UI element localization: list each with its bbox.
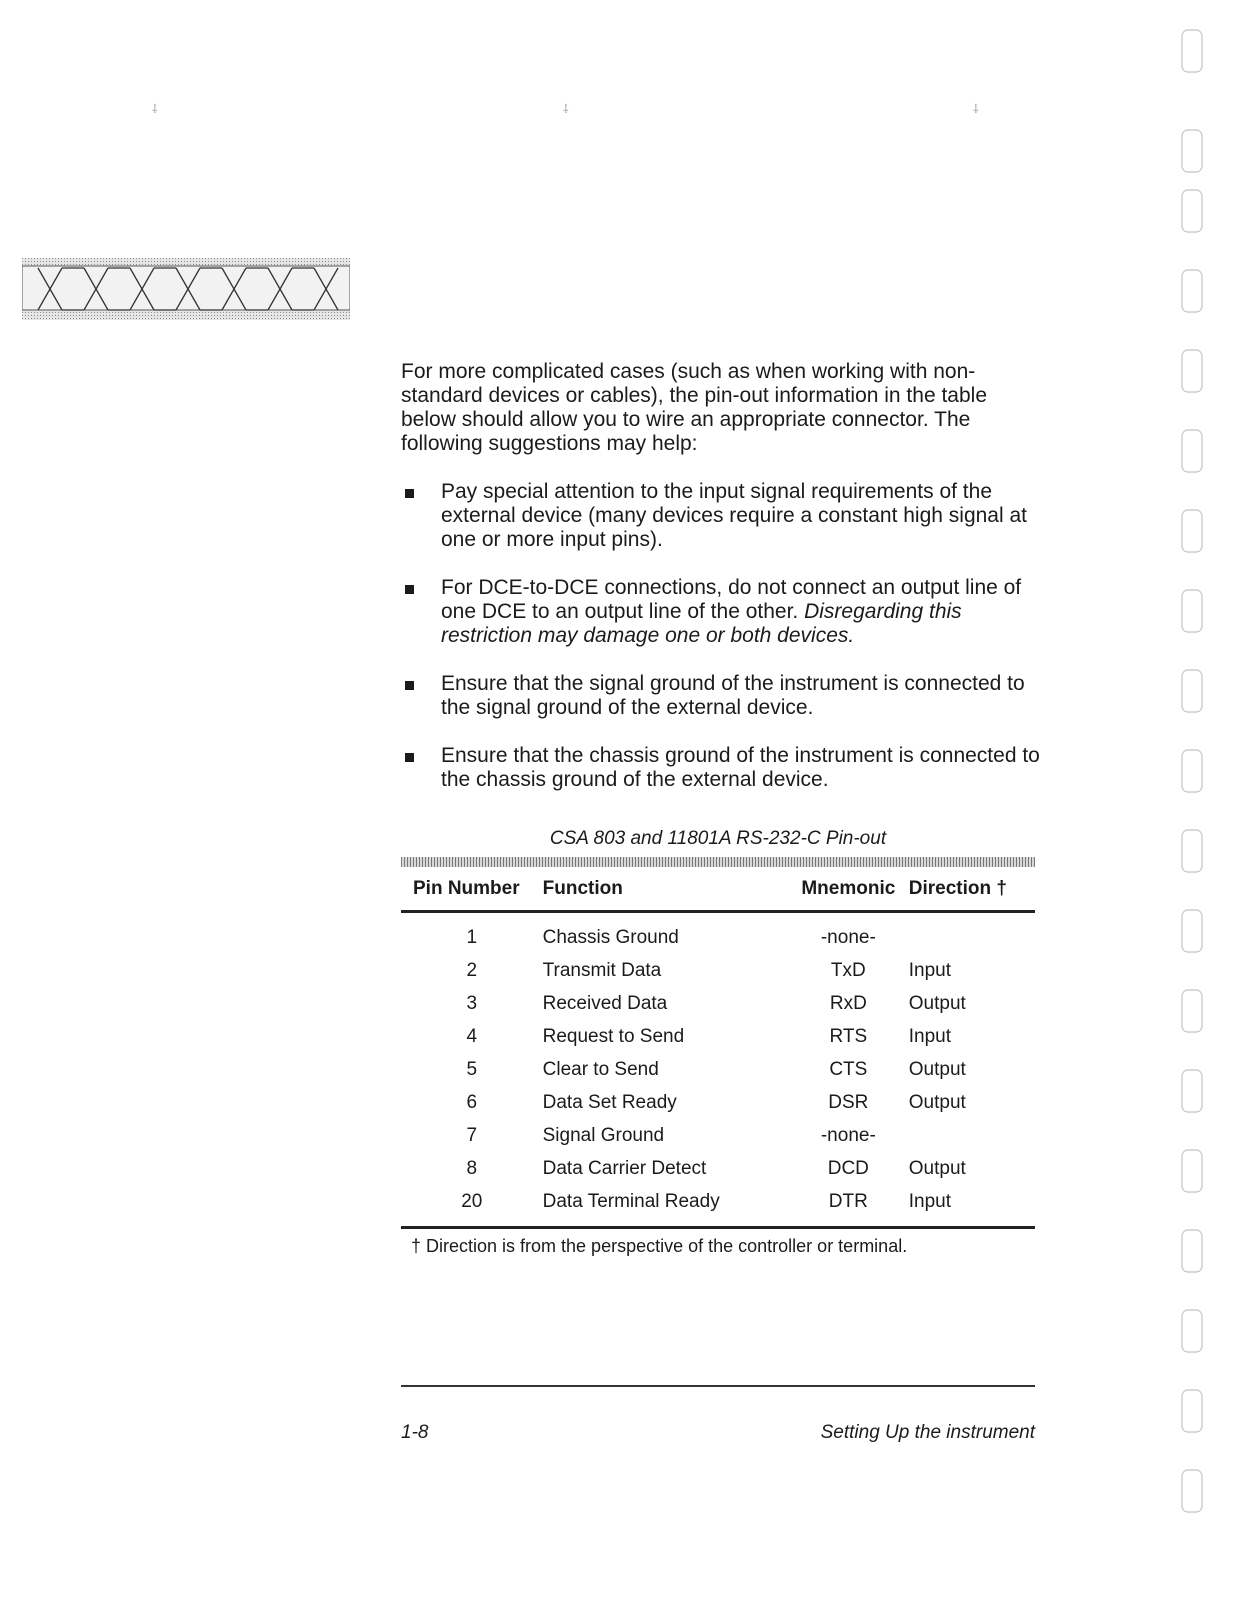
bullet-square-icon [405, 753, 414, 762]
cell-pin: 3 [466, 992, 478, 1014]
bullet-square-icon [405, 585, 414, 594]
cell-mnemonic: DSR [828, 1091, 869, 1113]
header-pin-number: Pin Number [401, 872, 543, 912]
cell-direction: Input [908, 959, 952, 981]
table-row [401, 1020, 1035, 1053]
cell-pin: 8 [466, 1157, 478, 1179]
cell-pin: 2 [466, 959, 478, 981]
table-row [401, 1086, 1035, 1119]
pinout-table [401, 872, 1035, 1229]
table-row [401, 912, 1035, 955]
list-item-text: Ensure that the signal ground of the instrument is connected to the signal ground of the external device. [441, 672, 1025, 719]
cell-mnemonic: CTS [829, 1058, 868, 1080]
cell-direction: Input [908, 1025, 952, 1047]
cell-pin: 1 [466, 926, 478, 948]
header-mnemonic: Mnemonic [788, 872, 909, 912]
cell-mnemonic: -none- [820, 1124, 876, 1146]
list-item-text: Ensure that the chassis ground of the instrument is connected to the chassis ground of the external device. [441, 744, 1040, 791]
list-item-text: For DCE-to-DCE connections, do not connect an output line of one DCE to an output line of the other. [441, 576, 1022, 623]
bullet-square-icon [405, 681, 414, 690]
cell-function: Request to Send [542, 1025, 685, 1047]
cell-pin: 5 [466, 1058, 478, 1080]
scan-speck: ⸸ [563, 102, 569, 116]
section-title: Setting Up the instrument [820, 1422, 1035, 1443]
cell-pin: 20 [401, 1185, 543, 1228]
table-row [401, 987, 1035, 1020]
scan-speck: ⸸ [152, 102, 158, 116]
header-direction: Direction † [909, 872, 1035, 912]
table-row [401, 1152, 1035, 1185]
suggestion-list [401, 480, 1041, 816]
cell-direction: Output [908, 1058, 966, 1080]
table-header-row [401, 872, 1035, 912]
cell-function: Received Data [542, 992, 668, 1014]
crosshatch-banner [22, 258, 350, 320]
cell-function: Signal Ground [542, 1124, 665, 1146]
cell-function: Data Carrier Detect [542, 1157, 707, 1179]
scan-speck: ⸸ [973, 102, 979, 116]
cell-function: Data Terminal Ready [543, 1185, 788, 1228]
cell-mnemonic: DTR [788, 1185, 909, 1228]
list-item [401, 744, 1041, 792]
table-row [401, 1053, 1035, 1086]
table-footnote: † Direction is from the perspective of the controller or terminal. [411, 1236, 908, 1256]
cell-direction [909, 1119, 1035, 1152]
cell-function: Transmit Data [542, 959, 662, 981]
cell-direction: Output [908, 1091, 966, 1113]
table-caption: CSA 803 and 11801A RS-232-C Pin-out [549, 828, 887, 849]
header-function: Function [543, 872, 788, 912]
cell-direction [909, 912, 1035, 955]
table-row [401, 954, 1035, 987]
cell-pin: 4 [466, 1025, 478, 1047]
cell-direction: Input [909, 1185, 1035, 1228]
list-item [401, 672, 1041, 720]
cell-mnemonic: DCD [827, 1157, 869, 1179]
cell-direction: Output [908, 1157, 966, 1179]
list-item [401, 576, 1041, 648]
cell-function: Chassis Ground [542, 926, 679, 948]
list-item [401, 480, 1041, 552]
page-number: 1-8 [401, 1422, 429, 1443]
list-item-warning: Disregarding this restriction may damage one or both devices. [441, 600, 962, 647]
cell-function: Clear to Send [542, 1058, 659, 1080]
bullet-square-icon [405, 489, 414, 498]
cell-direction: Output [908, 992, 966, 1014]
table-row [401, 1119, 1035, 1152]
table-top-rule [401, 857, 1035, 867]
cell-pin: 7 [466, 1124, 478, 1146]
cell-mnemonic: RxD [829, 992, 867, 1014]
table-row [401, 1185, 1035, 1228]
binder-holes [1178, 20, 1210, 1520]
cell-mnemonic: RTS [829, 1025, 868, 1047]
cell-mnemonic: TxD [830, 959, 866, 981]
cell-function: Data Set Ready [542, 1091, 677, 1113]
list-item-text: Pay special attention to the input signal requirements of the external device (many devices require a constant high signal at one or more input pins). [441, 480, 1027, 551]
footer-rule [401, 1385, 1035, 1387]
cell-pin: 6 [466, 1091, 478, 1113]
cell-mnemonic: -none- [820, 926, 876, 948]
intro-paragraph: For more complicated cases (such as when working with non-standard devices or cables), the pin-out information in the table below should allow you to wire an appropriate connector. The following suggestions may help: [401, 360, 988, 455]
